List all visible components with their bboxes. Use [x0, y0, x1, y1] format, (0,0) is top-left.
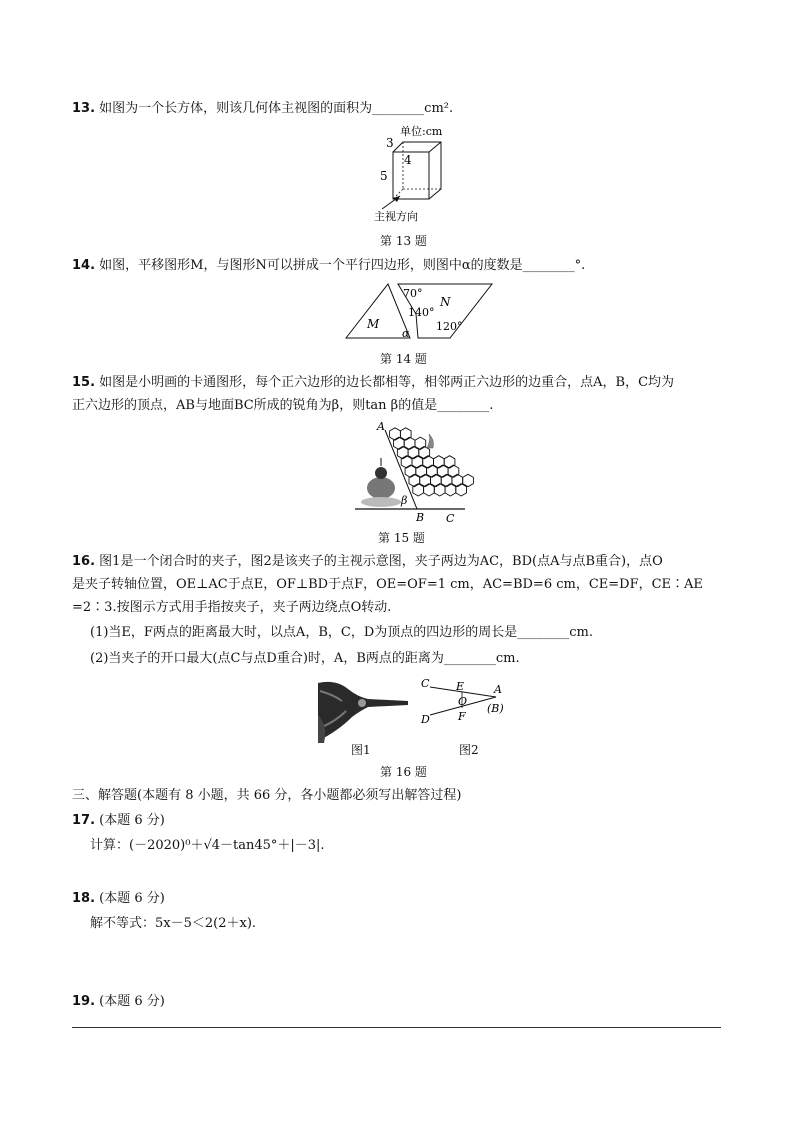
hexagon-cell [444, 456, 455, 468]
point-D-fig2: D [421, 713, 430, 726]
point-B: B [416, 511, 425, 524]
question-16-line-3: =2∶3.按图示方式用手指按夹子，夹子两边绕点O转动. [72, 600, 392, 615]
point-A-fig2: A [494, 683, 502, 696]
cartoon-body [367, 477, 395, 499]
angle-140: 140° [408, 306, 435, 319]
question-14 [72, 257, 585, 275]
hexagon-cell [397, 446, 408, 458]
question-16-sub-2: (2)当夹子的开口最大(点C与点D重合)时，A，B两点的距离为________cm. [90, 651, 520, 666]
hexagon-cell [437, 465, 448, 477]
question-13-text: 如图为一个长方体，则该几何体主视图的面积为________cm². [99, 101, 454, 116]
hexagon-cell [420, 474, 431, 486]
clip-photo [318, 675, 408, 743]
point-C-fig2: C [421, 677, 430, 690]
point-E-fig2: E [456, 680, 465, 693]
point-O-fig2: O [458, 695, 468, 708]
caption-15: 第 15 题 [378, 531, 425, 545]
angle-beta: β [401, 494, 408, 507]
question-15-line-2: 正六边形的顶点，AB与地面BC所成的锐角为β，则tan β的值是________. [72, 398, 494, 413]
hexagon-cell [456, 484, 467, 496]
question-15-number: 15. [72, 375, 96, 390]
point-A: A [377, 420, 385, 433]
point-F-fig2: F [458, 710, 466, 723]
question-17-text: 计算：(－2020)⁰＋√4－tan45°＋|－3|. [90, 838, 325, 853]
hexagon-cell [419, 446, 430, 458]
hexagon-cell [452, 474, 463, 486]
question-19-number: 19. [72, 994, 96, 1009]
bottom-rule [72, 1027, 721, 1028]
angle-120: 120° [436, 320, 463, 333]
dim-5: 5 [380, 169, 388, 183]
question-13-number: 13. [72, 101, 96, 116]
angle-alpha: α [402, 327, 410, 340]
question-16-line-1 [72, 553, 663, 571]
hexagon-cell [394, 437, 405, 449]
question-18-text: 解不等式：5x－5＜2(2＋x). [90, 916, 257, 931]
caption-14: 第 14 题 [380, 352, 427, 366]
question-16-text-1: 图1是一个闭合时的夹子，图2是该夹子的主视示意图，夹子两边为AC，BD(点A与点B重合)，点O [99, 554, 663, 569]
cartoon-base [361, 497, 401, 507]
question-18 [72, 890, 165, 908]
label-M: M [367, 317, 380, 331]
hexagon-cell [415, 437, 426, 449]
hexagon-cell [445, 484, 456, 496]
hexagon-cell [400, 428, 411, 440]
question-17-score: (本题 6 分) [99, 813, 165, 828]
view-direction-label: 主视方向 [374, 210, 418, 223]
hexagon-cell [412, 456, 423, 468]
question-14-text: 如图，平移图形M，与图形N可以拼成一个平行四边形，则图中α的度数是________°. [99, 258, 586, 273]
hexagon-cell [441, 474, 452, 486]
hexagon-cell [424, 484, 435, 496]
caption-13: 第 13 题 [380, 234, 427, 248]
hexagon-cell [405, 465, 416, 477]
cuboid-figure [360, 122, 460, 222]
question-15-line-1 [72, 374, 674, 392]
hexagon-cell [401, 456, 412, 468]
question-19 [72, 993, 165, 1011]
hexagon-cartoon-figure [355, 418, 475, 528]
hexagon-cell [434, 456, 445, 468]
hexagon-cell [409, 474, 420, 486]
cartoon-head [375, 467, 387, 479]
question-16-number: 16. [72, 554, 96, 569]
point-B-fig2: (B) [487, 702, 504, 715]
question-16-line-2: 是夹子转轴位置，OE⊥AC于点E，OF⊥BD于点F，OE=OF=1 cm，AC=BD=6 cm，CE=DF，CE∶AE [72, 577, 703, 592]
clip-schematic [418, 675, 518, 739]
label-N: N [440, 295, 451, 309]
angle-70: 70° [403, 287, 423, 300]
question-17 [72, 812, 165, 830]
hexagon-cell [413, 484, 424, 496]
question-17-number: 17. [72, 813, 96, 828]
hexagon-cell [404, 437, 415, 449]
dim-3: 3 [386, 136, 394, 150]
question-19-score: (本题 6 分) [99, 994, 165, 1009]
hexagon-cell [431, 474, 442, 486]
hexagon-cell [463, 474, 474, 486]
question-14-number: 14. [72, 258, 96, 273]
question-18-number: 18. [72, 891, 96, 906]
caption-16: 第 16 题 [380, 765, 427, 779]
dim-4: 4 [404, 153, 412, 167]
hexagon-cell [423, 456, 434, 468]
section-3-heading: 三、解答题(本题有 8 小题，共 66 分，各小题都必须写出解答过程) [72, 788, 462, 803]
fig2-label: 图2 [459, 743, 479, 757]
unit-label: 单位:cm [400, 125, 443, 138]
question-15-text-1: 如图是小明画的卡通图形，每个正六边形的边长都相等，相邻两正六边形的边重合，点A，B，C均为 [99, 375, 675, 390]
question-18-score: (本题 6 分) [99, 891, 165, 906]
hexagon-cell [390, 428, 401, 440]
hexagon-cell [448, 465, 459, 477]
question-16-sub-1: (1)当E，F两点的距离最大时，以点A，B，C，D为顶点的四边形的周长是________cm. [90, 625, 593, 640]
hexagon-cell [416, 465, 427, 477]
question-13 [72, 100, 453, 118]
hexagon-cell [434, 484, 445, 496]
hexagon-cell [408, 446, 419, 458]
hexagon-cell [427, 465, 438, 477]
fig1-label: 图1 [351, 743, 371, 757]
parallelogram-figure [340, 280, 500, 342]
point-C: C [446, 512, 455, 525]
